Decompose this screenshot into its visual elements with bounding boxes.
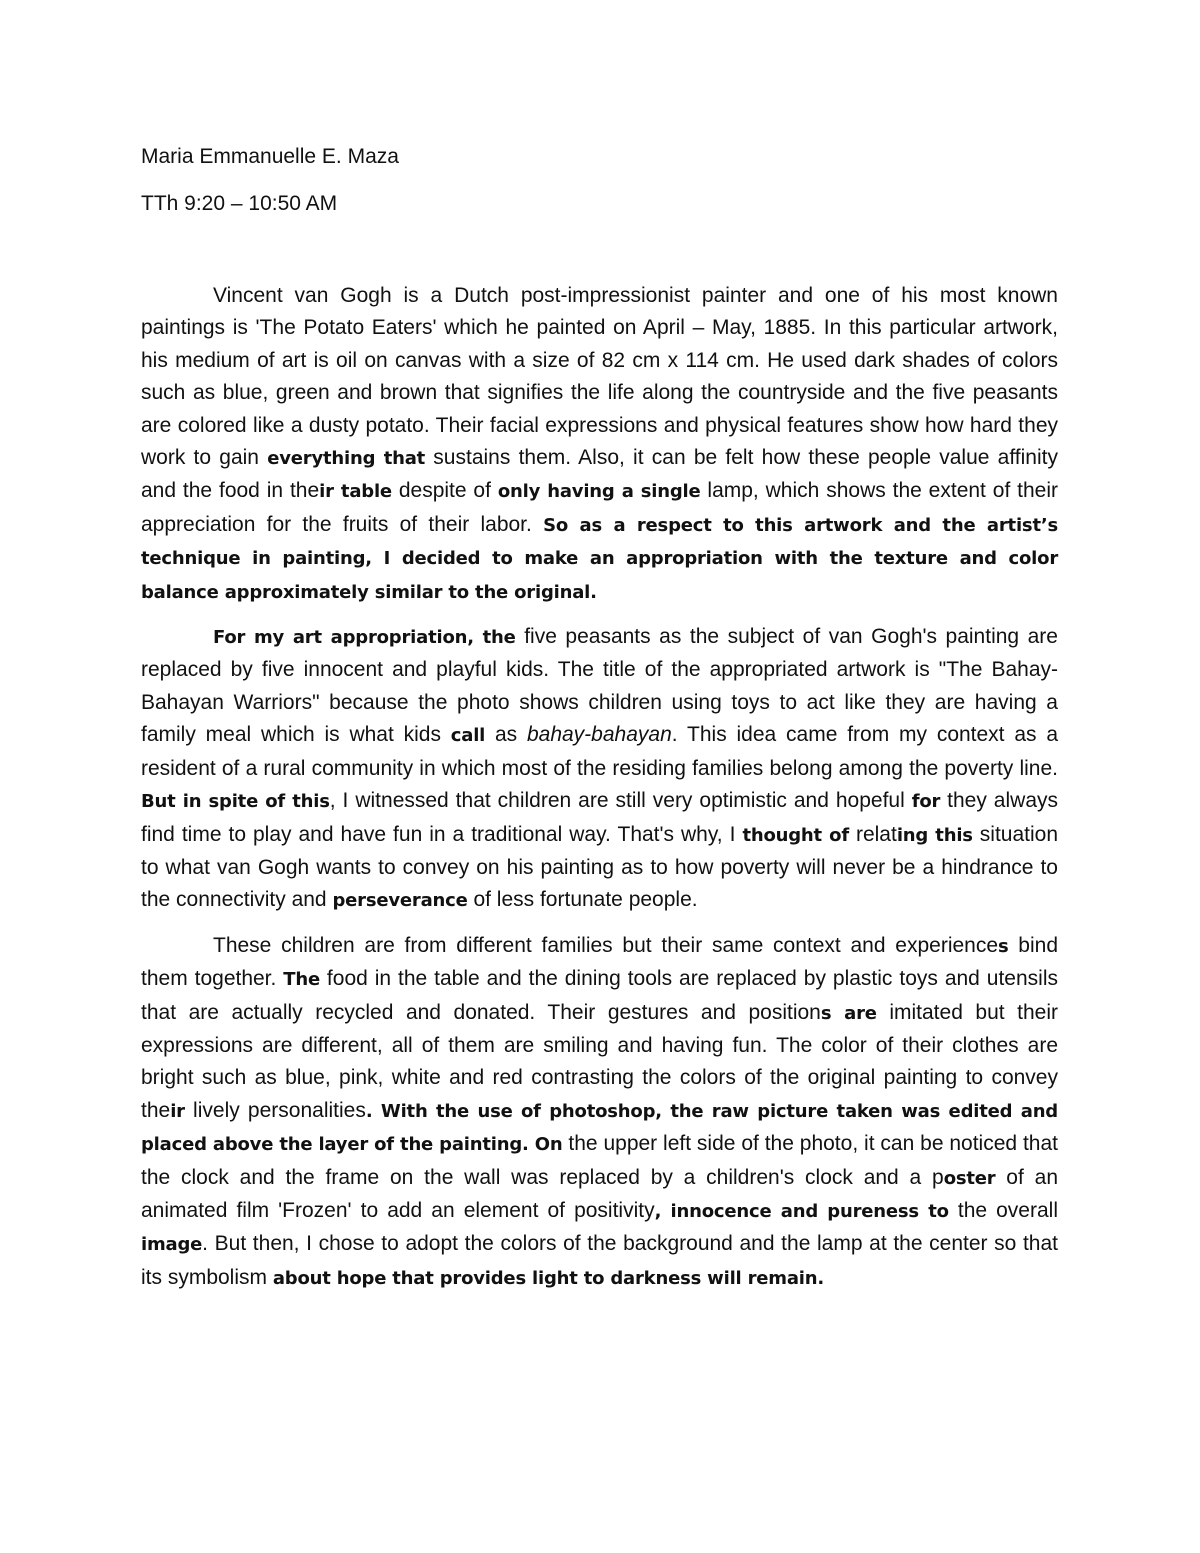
text-run: of less fortunate people. [467, 888, 698, 912]
text-run: as [485, 723, 527, 747]
paragraph-2 [141, 621, 1058, 918]
bold-text-run: everything that [267, 448, 426, 470]
text-run: food in the table and the dining tools are replaced by plastic toys and utensils that are actually recycled and donated. Their gestures and position [141, 967, 1058, 1024]
text-run: Vincent van Gogh is a Dutch post-impressionist painter and one of his most known paintings is 'The Potato Eaters' which he painted on April – May, 1885. In this particular artwork, his medium of art is oil on canvas with a size of 82 cm x 114 cm. He used dark shades of colors such as blue, green and brown that signifies the life along the countryside and the five peasants are colored like a dusty potato. Their facial expressions and physical features show how hard they work to gain [141, 284, 1058, 470]
text-run: they always find time to play and have fun in a traditional way. That's why, I [141, 789, 1058, 846]
text-run: despite of [391, 479, 498, 503]
text-run: situation to what van Gogh wants to convey on his painting as to how poverty will never be a hindrance to the connectivity and [141, 822, 1059, 912]
class-schedule: TTh 9:20 – 10:50 AM [141, 192, 338, 215]
text-run: the upper left side of the photo, it can be noticed that the clock and the frame on the wall was replaced by a children's clock and a p [141, 1132, 1058, 1189]
bold-text-run: For my art appropriation, the [213, 627, 516, 649]
bold-text-run: ing this [896, 824, 973, 846]
bold-text-run: ir [170, 1100, 185, 1122]
bold-text-run: So as a respect to this artwork and the artist’s technique in painting, I decided to make an appropriation with the texture and color balance approximately similar to the original. [141, 514, 1058, 603]
bold-text-run: about hope that provides light to darkness will remain. [272, 1267, 824, 1289]
bold-text-run: only having a single [497, 481, 701, 503]
bold-text-run: s are [820, 1002, 877, 1024]
bold-text-run: perseverance [332, 890, 468, 912]
bold-text-run: thought of [742, 824, 849, 846]
bold-text-run: ir table [319, 481, 392, 503]
text-run: lamp, which shows the extent of their appreciation for the fruits of their labor. [141, 479, 1059, 536]
text-run: relat [848, 822, 897, 846]
author-name: Maria Emmanuelle E. Maza [141, 145, 399, 168]
text-run: imitated but their expressions are different, all of them are smiling and having fun. The color of their clothes are bright such as blue, pink, white and red contrasting the colors of the original painting to convey the [141, 1000, 1058, 1122]
text-run: . But then, I chose to adopt the colors of the background and the lamp at the center so that its symbolism [141, 1232, 1058, 1289]
text-run: bind them together. [141, 933, 1058, 991]
italic-text-run: bahay-bahayan [526, 723, 672, 747]
bold-text-run: image [141, 1234, 203, 1256]
paragraph-1 [141, 280, 1058, 609]
bold-text-run: oster [943, 1167, 996, 1189]
bold-text-run: But in spite of this [141, 791, 330, 813]
text-run: of an animated film 'Frozen' to add an element of positivity [141, 1165, 1058, 1222]
bold-text-run: for [911, 791, 941, 813]
paragraph-3 [141, 930, 1058, 1295]
text-run: , I witnessed that children are still very optimistic and hopeful [329, 789, 912, 813]
text-run: lively personalities [184, 1098, 366, 1122]
text-run: . This idea came from my context as a resident of a rural community in which most of the residing families belong among the poverty line. [141, 723, 1059, 780]
bold-text-run: . With the use of photoshop, the raw picture taken was edited and placed above the layer of the painting. On [141, 1100, 1058, 1156]
text-run: the overall [948, 1198, 1058, 1222]
essay-body [141, 280, 1058, 1307]
text-run: five peasants as the subject of van Gogh's painting are replaced by five innocent and playful kids. The title of the appropriated artwork is "The Bahay-Bahayan Warriors" because the photo shows children using toys to act like they are having a family meal which is what kids [141, 625, 1058, 747]
text-run: sustains them. Also, it can be felt how these people value affinity and the food in the [141, 446, 1058, 503]
bold-text-run: s [998, 935, 1009, 957]
bold-text-run: , innocence and pureness to [654, 1200, 949, 1222]
bold-text-run: The [283, 969, 320, 991]
text-run: These children are from different families but their same context and experience [213, 933, 999, 957]
bold-text-run: call [450, 725, 486, 747]
